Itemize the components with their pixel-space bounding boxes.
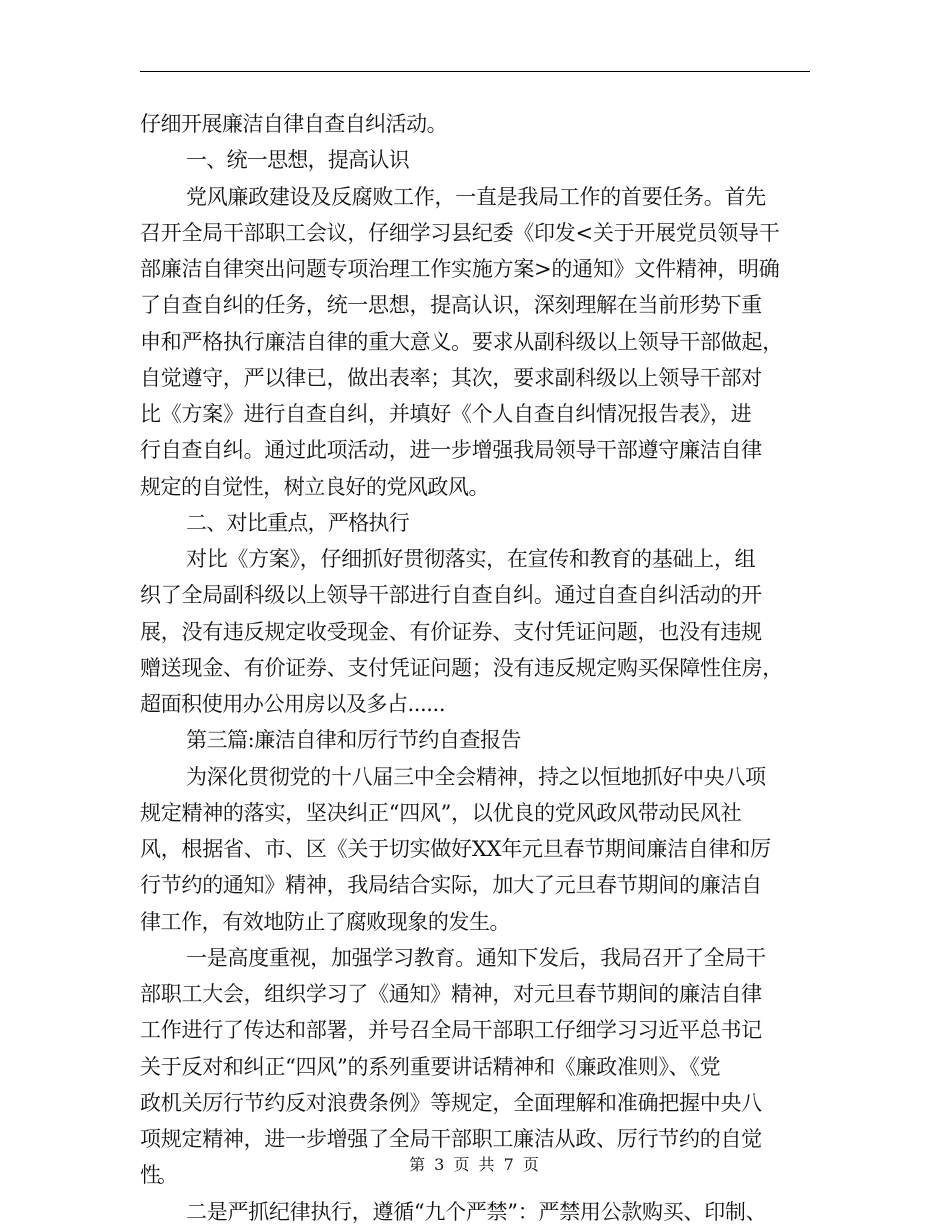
text-line: 部职工大会，组织学习了《通知》精神，对元旦春节期间的廉洁自律 bbox=[140, 982, 762, 1006]
text-line: 了自查自纠的任务，统一思想，提高认识，深刻理解在当前形势下重 bbox=[140, 293, 762, 318]
text-line: 党风廉政建设及反腐败工作，一直是我局工作的首要任务。首先 bbox=[186, 184, 766, 209]
text-line: 比《方案》进行自查自纠，并填好《个人自查自纠情况报告表》，进 bbox=[140, 402, 752, 426]
text-line: 行节约的通知》精神，我局结合实际，加大了元旦春节期间的廉洁自 bbox=[140, 873, 762, 898]
text-line: 赠送现金、有价证券、支付凭证问题；没有违反规定购买保障性住房， bbox=[140, 655, 783, 680]
text-line: 工作进行了传达和部署，并号召全局干部职工仔细学习习近平总书记 bbox=[140, 1018, 762, 1043]
text-line: 织了全局副科级以上领导干部进行自查自纠。通过自查自纠活动的开 bbox=[140, 583, 762, 608]
text-line: 对比《方案》，仔细抓好贯彻落实，在宣传和教育的基础上，组 bbox=[186, 547, 756, 571]
text-line: 一是高度重视，加强学习教育。通知下发后，我局召开了全局干 bbox=[186, 945, 766, 970]
text-line: 规定精神的落实，坚决纠正“四风”，以优良的党风政风带动民风社 bbox=[140, 800, 742, 825]
document-body bbox=[140, 106, 820, 1230]
page-footer: 第 3 页 共 7 页 bbox=[409, 1155, 541, 1174]
text-line: 召开全局干部职工会议，仔细学习县纪委《印发<关于开展党员领导干 bbox=[140, 220, 780, 245]
text-line: 律工作，有效地防止了腐败现象的发生。 bbox=[140, 909, 511, 934]
text-line: 一、统一思想，提高认识 bbox=[186, 148, 409, 173]
text-line: 行自查自纠。通过此项活动，进一步增强我局领导干部遵守廉洁自律 bbox=[140, 438, 762, 463]
text-line: 超面积使用办公用房以及多占...... bbox=[140, 692, 446, 716]
text-line: 性。 bbox=[140, 1163, 174, 1188]
text-line: 风，根据省、市、区《关于切实做好XX年元旦春节期间廉洁自律和厉 bbox=[140, 837, 771, 861]
header-rule bbox=[140, 71, 810, 72]
text-line: 二是严抓纪律执行，遵循“九个严禁”：严禁用公款购买、印制、 bbox=[186, 1199, 767, 1224]
text-line: 关于反对和纠正“四风”的系列重要讲话精神和《廉政准则》、《党 bbox=[140, 1054, 721, 1079]
text-line: 项规定精神，进一步增强了全局干部职工廉洁从政、厉行节约的自觉 bbox=[140, 1127, 762, 1151]
text-line: 自觉遵守，严以律已，做出表率；其次，要求副科级以上领导干部对 bbox=[140, 365, 762, 390]
text-line: 政机关厉行节约反对浪费条例》等规定，全面理解和准确把握中央八 bbox=[140, 1090, 762, 1115]
text-line: 仔细开展廉洁自律自查自纠活动。 bbox=[140, 112, 448, 136]
text-line: 规定的自觉性，树立良好的党风政风。 bbox=[140, 474, 490, 499]
text-line: 申和严格执行廉洁自律的重大意义。要求从副科级以上领导干部做起， bbox=[140, 329, 783, 354]
text-line: 二、对比重点，严格执行 bbox=[186, 510, 409, 535]
text-line: 第三篇:廉洁自律和厉行节约自查报告 bbox=[186, 728, 522, 753]
text-line: 部廉洁自律突出问题专项治理工作实施方案>的通知》文件精神，明确 bbox=[140, 257, 780, 281]
text-line: 为深化贯彻党的十八届三中全会精神，持之以恒地抓好中央八项 bbox=[186, 764, 766, 789]
text-line: 展，没有违反规定收受现金、有价证券、支付凭证问题，也没有违规 bbox=[140, 619, 762, 644]
